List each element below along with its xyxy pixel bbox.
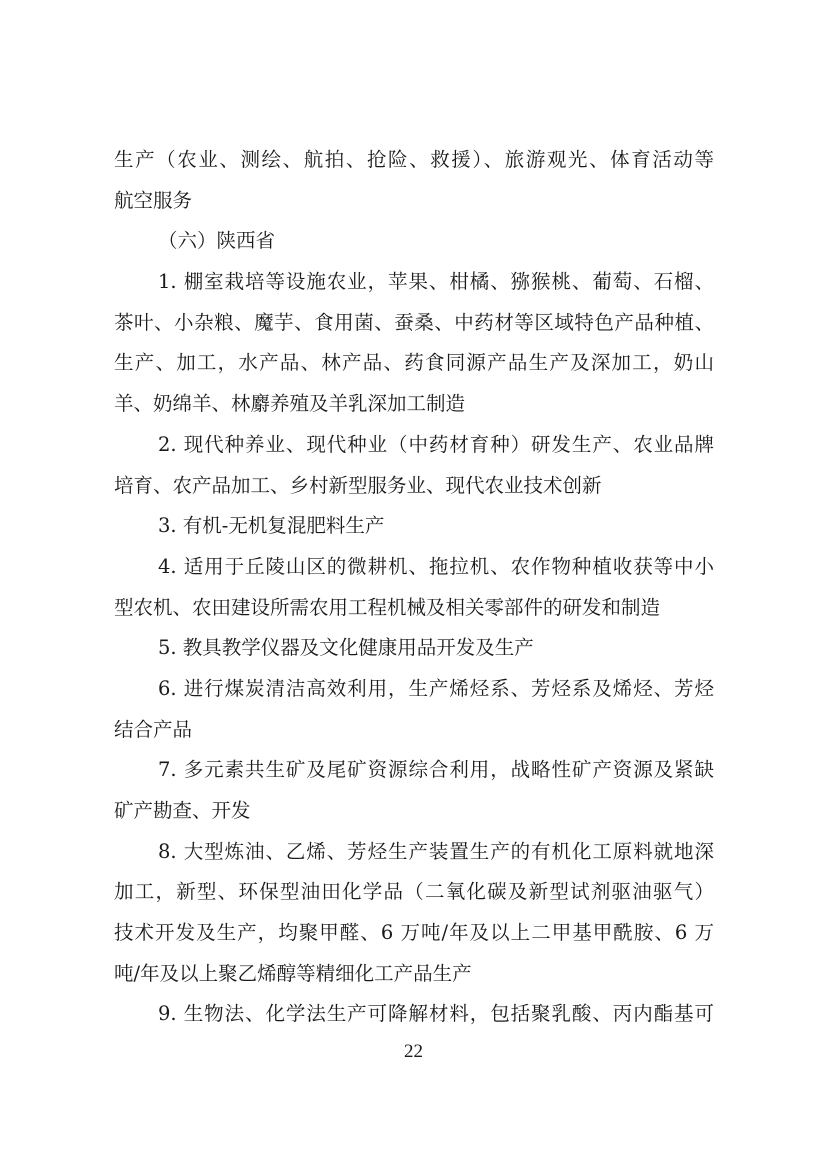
document-body xyxy=(114,140,714,1035)
list-item-5-line: 5. 教具教学仪器及文化健康用品开发及生产 xyxy=(158,636,534,660)
list-item-1-line: 茶叶、小杂粮、魔芋、食用菌、蚕桑、中药材等区域特色产品种植、 xyxy=(114,310,714,334)
list-item-1-line: 生产、加工，水产品、林产品、药食同源产品生产及深加工，奶山 xyxy=(114,351,714,375)
list-item-8-line: 吨/年及以上聚乙烯醇等精细化工产品生产 xyxy=(114,961,472,985)
list-item-7-line: 矿产勘查、开发 xyxy=(114,799,251,822)
list-item-2-line: 培育、农产品加工、乡村新型服务业、现代农业技术创新 xyxy=(114,473,602,497)
list-item-7-line: 7. 多元素共生矿及尾矿资源综合利用，战略性矿产资源及紧缺 xyxy=(158,758,714,782)
list-item-8-line: 技术开发及生产，均聚甲醛、6 万吨/年及以上二甲基甲酰胺、6 万 xyxy=(114,921,714,945)
list-item-3-line: 3. 有机-无机复混肥料生产 xyxy=(158,514,385,538)
list-item-1-line: 1. 棚室栽培等设施农业，苹果、柑橘、猕猴桃、葡萄、石榴、 xyxy=(158,270,714,294)
list-item-1-line: 羊、奶绵羊、林麝养殖及羊乳深加工制造 xyxy=(114,392,466,416)
list-item-9-line: 9. 生物法、化学法生产可降解材料，包括聚乳酸、丙内酯基可 xyxy=(158,1002,714,1026)
list-item-8-line: 8. 大型炼油、乙烯、芳烃生产装置生产的有机化工原料就地深 xyxy=(158,839,714,863)
section-heading: （六）陕西省 xyxy=(158,229,276,253)
list-item-6-line: 6. 进行煤炭清洁高效利用，生产烯烃系、芳烃系及烯烃、芳烃 xyxy=(158,676,714,700)
list-item-4-line: 型农机、农田建设所需农用工程机械及相关零部件的研发和制造 xyxy=(114,595,661,619)
list-item-6-line: 结合产品 xyxy=(114,717,193,741)
paragraph-line: 生产（农业、测绘、航拍、抢险、救援）、旅游观光、体育活动等 xyxy=(114,148,714,171)
list-item-4-line: 4. 适用于丘陵山区的微耕机、拖拉机、农作物种植收获等中小 xyxy=(158,554,714,578)
page-number: 22 xyxy=(404,1041,423,1062)
paragraph-line: 航空服务 xyxy=(114,188,193,212)
list-item-2-line: 2. 现代种养业、现代种业（中药材育种）研发生产、农业品牌 xyxy=(158,432,714,456)
list-item-8-line: 加工，新型、环保型油田化学品（二氧化碳及新型试剂驱油驱气） xyxy=(114,880,714,904)
